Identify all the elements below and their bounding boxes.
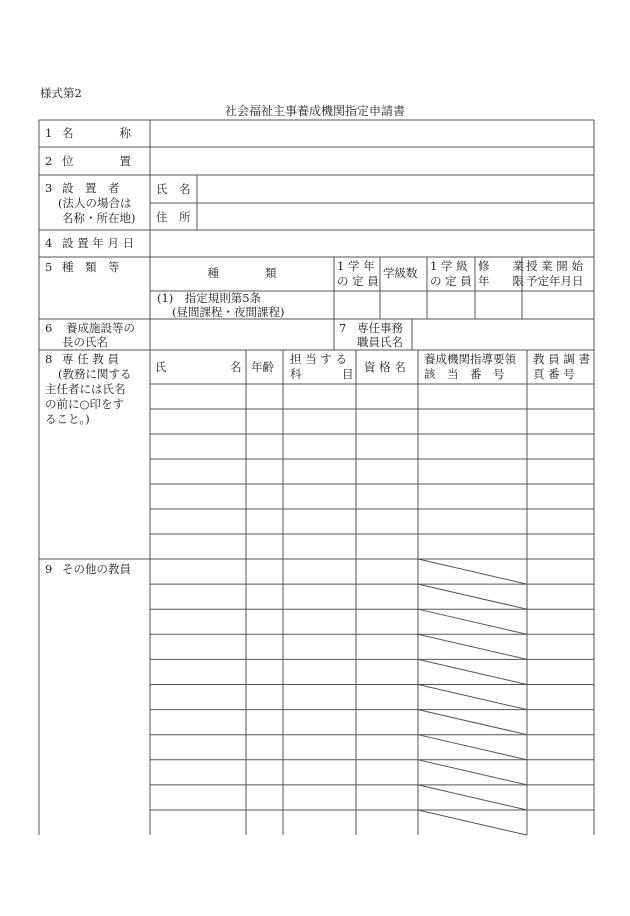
other-teacher-row[interactable] [150, 659, 594, 684]
capacity-header-2: の 定 員 [337, 274, 379, 288]
class-capacity-header-1: 1 学 級 [430, 259, 468, 273]
other-teacher-row[interactable] [150, 609, 594, 634]
s3-label: 設 置 者 [62, 181, 120, 195]
start-header-2: 予定年月日 [526, 274, 584, 288]
fulltime-teacher-row[interactable] [150, 509, 594, 534]
s8-note4: ること。) [45, 412, 90, 426]
other-teacher-row[interactable] [150, 559, 594, 584]
fulltime-teacher-row[interactable] [150, 459, 594, 484]
kind-row1-sub: (昼間課程・夜間課程) [172, 305, 285, 319]
s7-num: 7 [339, 321, 347, 335]
fulltime-teacher-row[interactable] [150, 409, 594, 434]
form-number: 様式第2 [40, 86, 82, 100]
s5-num: 5 [45, 260, 53, 274]
s8-label: 専 任 教 員 [62, 352, 119, 366]
fulltime-teacher-row[interactable] [150, 484, 594, 509]
s3-sub1: (法人の場合は [58, 196, 132, 210]
established-date-field[interactable] [150, 230, 594, 257]
s2-num: 2 [45, 154, 53, 168]
years-header-1: 修 業 [478, 259, 524, 273]
kind-row1: (1) 指定規則第5条 [157, 291, 262, 305]
s8-note1: (教務に関する [58, 367, 132, 381]
s3-num: 3 [45, 181, 53, 195]
s1-label: 名 称 [62, 126, 131, 140]
s6-label1: 養成施設等の [66, 321, 135, 335]
classes-header: 学級数 [383, 266, 418, 280]
s9-num: 9 [45, 562, 53, 576]
founder-address-label: 住 所 [156, 210, 191, 224]
other-teacher-row[interactable] [150, 760, 594, 785]
s8-num: 8 [45, 352, 53, 366]
kind-header: 種 類 [207, 266, 277, 280]
hdr-subject-2b: 目 [342, 367, 354, 381]
other-teacher-row[interactable] [150, 785, 594, 810]
s6-num: 6 [45, 321, 53, 335]
fulltime-teacher-row[interactable] [150, 384, 594, 409]
other-teacher-row[interactable] [150, 810, 594, 835]
other-teacher-row[interactable] [150, 584, 594, 609]
founder-name-label: 氏 名 [156, 182, 191, 196]
s7-label2: 職員氏名 [357, 335, 403, 349]
name-field[interactable] [150, 120, 594, 147]
hdr-guide-1: 養成機関指導要領 [424, 352, 516, 366]
clerk-name-field[interactable] [412, 319, 594, 350]
s3-sub2: 名称・所在地) [62, 211, 136, 225]
hdr-page-1: 教 員 調 書 [533, 352, 590, 366]
form-title: 社会福祉主事養成機関指定申請書 [224, 104, 405, 118]
other-teacher-row[interactable] [150, 735, 594, 760]
s8-note3: の前に○印をす [45, 397, 125, 411]
fulltime-teacher-row[interactable] [150, 534, 594, 559]
hdr-qualification: 資 格 名 [364, 360, 406, 374]
founder-address-field[interactable] [197, 203, 594, 230]
hdr-name-a: 氏 [155, 360, 167, 374]
class-capacity-header-2: の 定 員 [430, 274, 472, 288]
s9-label: その他の教員 [62, 562, 131, 576]
hdr-age: 年齢 [251, 360, 274, 374]
s2-label: 位 置 [62, 154, 131, 168]
location-field[interactable] [150, 147, 594, 175]
s7-label1: 専任事務 [357, 321, 403, 335]
s5-label: 種 類 等 [62, 260, 120, 274]
hdr-subject-1: 担 当 す る [290, 352, 347, 366]
capacity-header-1: 1 学 年 [337, 259, 375, 273]
s1-num: 1 [45, 126, 53, 140]
hdr-guide-2: 該 当 番 号 [424, 367, 505, 381]
founder-name-field[interactable] [197, 175, 594, 203]
s8-note2: 主任者には氏名 [45, 382, 126, 396]
hdr-subject-2a: 科 [290, 367, 302, 381]
s4-num: 4 [45, 236, 53, 250]
hdr-name-b: 名 [230, 360, 242, 374]
head-name-field[interactable] [150, 319, 334, 350]
years-header-2: 年 限 [478, 274, 524, 288]
start-header-1: 授 業 開 始 [526, 259, 583, 273]
s4-label: 設 置 年 月 日 [62, 236, 135, 250]
hdr-page-2: 頁 番 号 [533, 367, 575, 381]
s6-label2: 長の氏名 [62, 335, 108, 349]
other-teacher-row[interactable] [150, 634, 594, 659]
other-teacher-row[interactable] [150, 685, 594, 710]
other-teacher-row[interactable] [150, 710, 594, 735]
fulltime-teacher-row[interactable] [150, 434, 594, 459]
